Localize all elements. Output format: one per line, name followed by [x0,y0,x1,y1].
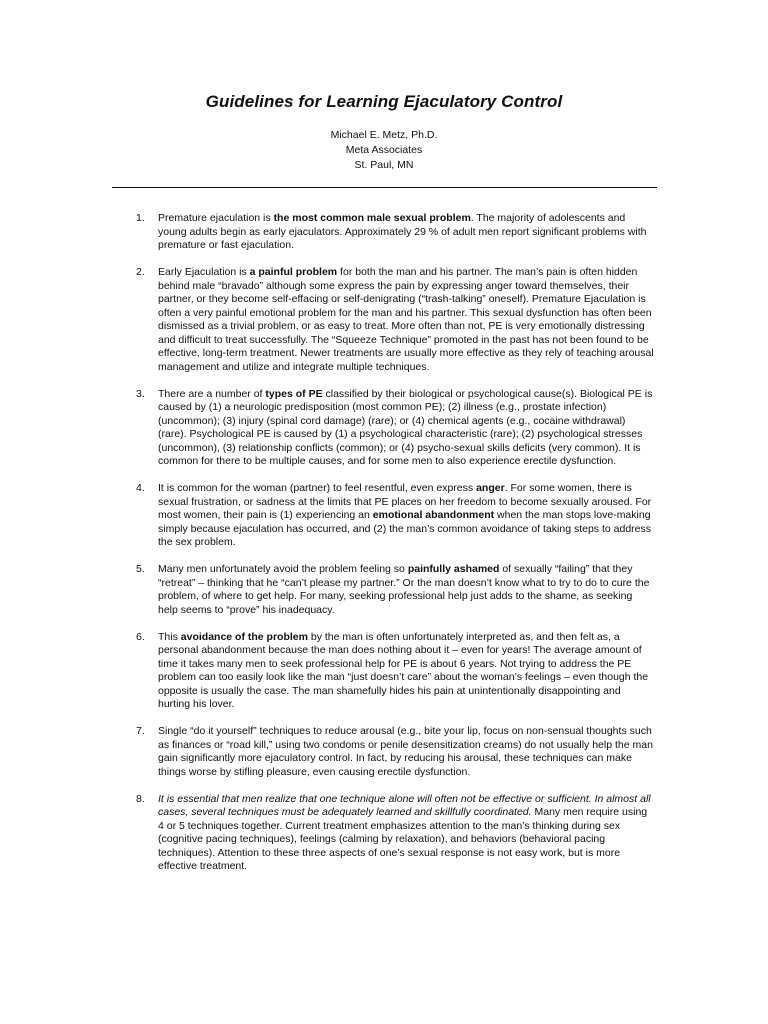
bold-phrase: the most common male sexual problem [273,212,471,224]
author-block [0,128,768,173]
text-run: when the man stops love-making simply because ejaculation has occurred, and (2) the man’s common avoidance of taking steps to address the sex problem. [158,509,651,548]
text-run: . The majority of adolescents and young adults begin as early ejaculators. Approximately 29 % of adult men report significant problems with premature or fast ejaculation. [158,212,647,251]
list-item [0,212,654,253]
item-number: 6. [136,630,145,643]
text-run: . For some women, there is sexual frustration, or sadness at the limits that PE places on her freedom to become sexually aroused. For most women, their pain is (1) experiencing an [158,482,652,521]
item-number: 5. [136,563,145,575]
bold-phrase: avoidance of the problem [180,630,308,643]
guidelines-list [0,212,768,887]
author-name: Michael E. Metz, Ph.D. [330,129,438,141]
document-title: Guidelines for Learning Ejaculatory Control [205,92,563,111]
text-run: There are a number of [158,387,266,400]
item-number: 7. [136,725,145,737]
text-run: Many men require using 4 or 5 techniques together. Current treatment emphasizes attention to the man’s thinking during sex (cognitive pacing techniques), feelings (calming by relaxation), and behaviors (behavioral pacing techniques). Attention to these three aspects of one’s sexual response is not easy work, but is more effective treatment. [158,806,648,872]
author-location: St. Paul, MN [354,159,414,171]
item-text [158,212,654,253]
bold-phrase: types of PE [265,387,323,400]
bold-phrase: a painful problem [249,266,338,278]
list-item [0,482,654,550]
horizontal-divider [112,187,657,188]
text-run: Single “do it yourself” techniques to reduce arousal (e.g., bite your lip, focus on non-sensual thoughts such as finances or “road kill,” using two condoms or penile desensitization creams) do not usually help the man gain significantly more ejaculatory control. In fact, by reducing his arousal, these techniques can make things worse by stifling pleasure, even causing erectile dysfunction. [158,725,653,778]
item-text [158,266,654,374]
list-item [0,266,654,374]
list-item [0,725,654,779]
list-item [0,563,654,617]
item-number: 3. [136,387,145,400]
text-run: It is common for the woman (partner) to feel resentful, even express [158,482,477,494]
item-number: 2. [136,266,145,278]
text-run: by the man is often unfortunately interpreted as, and then felt as, a personal abandonment because the man does nothing about it – even for years! The average amount of time it takes many men to seek professional help for PE is about 6 years. Not trying to address the PE problem can too easily look like the man “just doesn’t care” about the woman’s feelings – even though the opposite is usually the case. The man shamefully hides his pain at unintentionally disappointing and hurting his lover. [158,630,649,710]
text-run: Premature ejaculation is [158,212,274,224]
item-number: 1. [136,212,145,224]
text-run: classified by their biological or psychological cause(s). Biological PE is caused by (1) a neurologic predisposition (most common PE); (2) illness (e.g., prostate infection) (uncommon); (3) injury (spinal cord damage) (rare); or (4) chemical agents (e.g., cocaine withdrawal) (rare). Psychological PE is caused by (1) a psychological characteristic (rare); (2) psychological stresses (uncommon), (3) relationship conflicts (common); or (4) psycho-sexual skills deficits (very common). It is common for there to be multiple causes, and for some men to also experience erectile dysfunction. [158,387,653,467]
text-run: This [158,630,181,643]
text-run: Many men unfortunately avoid the problem feeling so [158,563,408,575]
list-item [0,388,654,469]
text-run: for both the man and his partner. The man’s pain is often hidden behind male “bravado” although some express the pain by expressing anger toward themselves, their partner, or they become self-effacing or self-denigrating (“trash-talking” oneself). Premature Ejaculation is often a very painful emotional problem for the man and his partner. This sexual dysfunction has often been dismissed as a trivial problem, or as easy to treat. More often than not, PE is very emotionally distressing and difficult to treat successfully. The “Squeeze Technique” promoted in the past has not been found to be effective, long-term treatment. Newer treatments are usually more effective as they rely of teaching arousal management and utilize and integrate multiple techniques. [158,266,654,373]
list-item [0,631,654,712]
item-number: 4. [136,482,145,494]
item-text [158,563,654,617]
author-organization: Meta Associates [345,144,423,156]
item-text [158,388,654,469]
bold-phrase: anger [476,482,505,494]
list-item [0,793,654,874]
bold-phrase: emotional abandonment [372,509,495,521]
bold-phrase: painfully ashamed [407,563,500,575]
item-number: 8. [136,792,145,805]
item-text [158,793,654,874]
item-text [158,482,654,550]
item-text [158,631,654,712]
text-run: of sexually “failing” that they “retreat” – thinking that he “can’t please my partner.” Or the man doesn’t know what to try to do to cure the problem, of where to get help. For many, seeking professional help just adds to the shame, as seeking help seems to “prove” his inadequacy. [158,563,650,616]
italic-phrase: It is essential that men realize that one technique alone will often not be effective or sufficient. In almost all cases, several techniques must be adequately learned and skillfully coordinated. [158,792,651,818]
text-run: Early Ejaculation is [158,266,250,278]
item-text [158,725,654,779]
